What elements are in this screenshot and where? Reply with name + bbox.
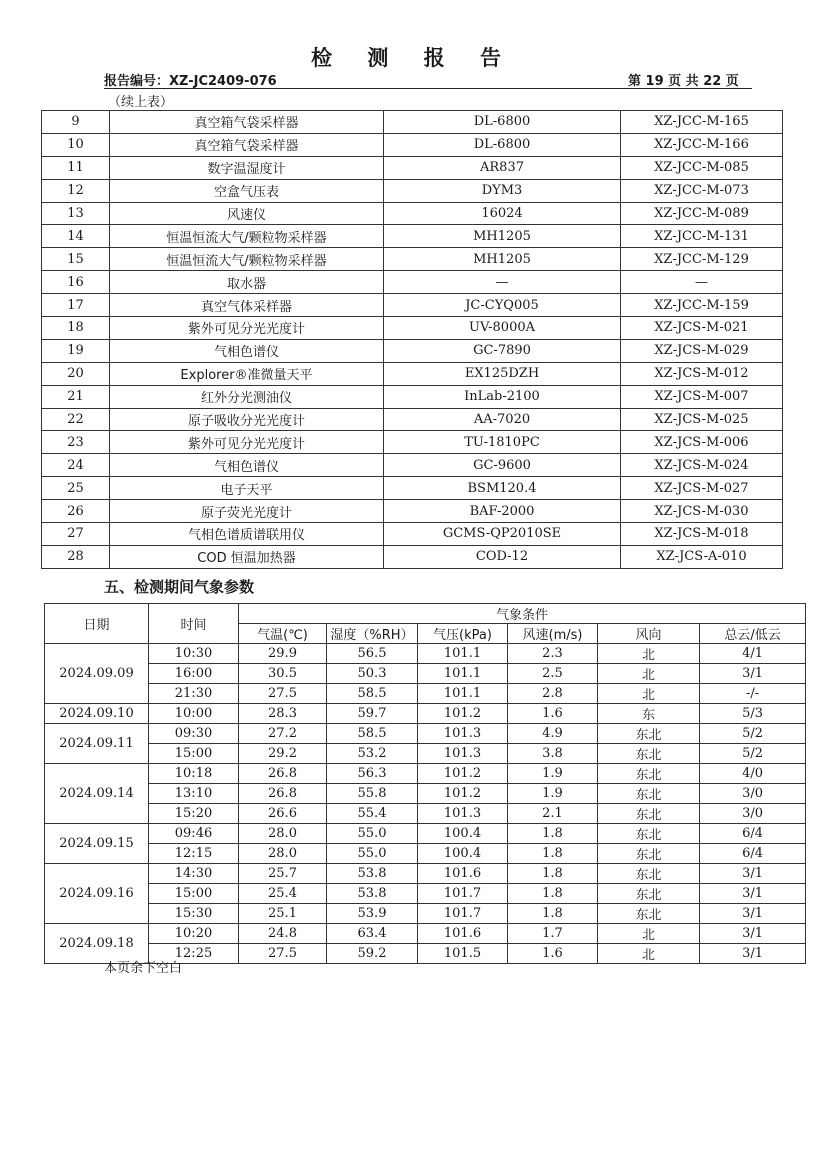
cloud-cover-cell: 4/1 [700,644,806,664]
equip-code-cell: XZ-JCS-M-025 [621,408,783,431]
time-cell: 10:30 [149,644,239,664]
table-row [42,545,783,568]
temperature-cell: 26.8 [239,764,327,784]
pressure-cell: 101.2 [418,764,508,784]
cloud-cover-cell: 3/0 [700,784,806,804]
equip-no-cell: 16 [42,271,110,294]
table-row [42,179,783,202]
table-row [45,924,806,944]
equip-model-cell: GC-9600 [384,454,621,477]
equip-model-cell: EX125DZH [384,362,621,385]
cloud-cover-cell: 3/1 [700,924,806,944]
time-cell: 12:25 [149,944,239,964]
equip-model-cell: InLab-2100 [384,385,621,408]
equip-model-cell: COD-12 [384,545,621,568]
equip-code-cell: XZ-JCS-M-024 [621,454,783,477]
equip-code-cell: — [621,271,783,294]
equip-code-cell: XZ-JCC-M-159 [621,294,783,317]
equip-name-cell: 空盒气压表 [110,179,384,202]
equip-no-cell: 27 [42,523,110,546]
date-cell: 2024.09.15 [45,824,149,864]
date-cell: 2024.09.09 [45,644,149,704]
cloud-cover-cell: 3/1 [700,884,806,904]
equip-name-cell: COD 恒温加热器 [110,545,384,568]
table-row [42,454,783,477]
header-temperature: 气温(℃) [239,624,327,644]
wind-speed-cell: 1.6 [508,704,598,724]
wind-direction-cell: 东 [598,704,700,724]
equip-name-cell: 紫外可见分光光度计 [110,317,384,340]
wind-direction-cell: 东北 [598,864,700,884]
humidity-cell: 56.5 [327,644,418,664]
table-row [42,271,783,294]
table-row [42,362,783,385]
table-row [42,317,783,340]
cloud-cover-cell: 5/2 [700,724,806,744]
cloud-cover-cell: 4/0 [700,764,806,784]
wind-speed-cell: 2.5 [508,664,598,684]
date-cell: 2024.09.16 [45,864,149,924]
equip-name-cell: 真空箱气袋采样器 [110,133,384,156]
table-row [45,904,806,924]
table-row [42,523,783,546]
equip-no-cell: 14 [42,225,110,248]
wind-speed-cell: 1.8 [508,844,598,864]
table-row [45,744,806,764]
wind-direction-cell: 东北 [598,884,700,904]
time-cell: 10:18 [149,764,239,784]
cloud-cover-cell: 6/4 [700,824,806,844]
pressure-cell: 101.6 [418,864,508,884]
header-time: 时间 [149,604,239,644]
table-row [45,644,806,664]
equip-model-cell: GCMS-QP2010SE [384,523,621,546]
table-row [42,294,783,317]
pressure-cell: 101.3 [418,724,508,744]
table-row [42,339,783,362]
humidity-cell: 53.9 [327,904,418,924]
equip-name-cell: 真空气体采样器 [110,294,384,317]
wind-direction-cell: 东北 [598,744,700,764]
date-cell: 2024.09.18 [45,924,149,964]
table-row [45,804,806,824]
pressure-cell: 101.2 [418,704,508,724]
equip-no-cell: 25 [42,477,110,500]
equip-model-cell: BSM120.4 [384,477,621,500]
equip-code-cell: XZ-JCS-M-021 [621,317,783,340]
time-cell: 14:30 [149,864,239,884]
equip-name-cell: 气相色谱质谱联用仪 [110,523,384,546]
table-row [45,844,806,864]
wind-speed-cell: 1.9 [508,784,598,804]
equip-name-cell: 电子天平 [110,477,384,500]
header-wind-speed: 风速(m/s) [508,624,598,644]
cloud-cover-cell: 3/1 [700,664,806,684]
equip-no-cell: 18 [42,317,110,340]
time-cell: 16:00 [149,664,239,684]
equip-name-cell: 风速仪 [110,202,384,225]
time-cell: 12:15 [149,844,239,864]
humidity-cell: 53.2 [327,744,418,764]
equip-code-cell: XZ-JCC-M-089 [621,202,783,225]
table-row [42,111,783,134]
time-cell: 09:30 [149,724,239,744]
temperature-cell: 26.6 [239,804,327,824]
table-row [42,225,783,248]
cloud-cover-cell: 5/2 [700,744,806,764]
table-row [45,764,806,784]
table-row [42,248,783,271]
equip-model-cell: JC-CYQ005 [384,294,621,317]
equip-model-cell: GC-7890 [384,339,621,362]
date-cell: 2024.09.14 [45,764,149,824]
table-row [42,408,783,431]
date-cell: 2024.09.11 [45,724,149,764]
pressure-cell: 101.1 [418,684,508,704]
continued-label: （续上表） [108,95,174,110]
equip-model-cell: MH1205 [384,248,621,271]
equip-no-cell: 22 [42,408,110,431]
cloud-cover-cell: 3/0 [700,804,806,824]
equip-code-cell: XZ-JCS-M-030 [621,500,783,523]
equip-name-cell: 原子吸收分光光度计 [110,408,384,431]
equip-name-cell: 取水器 [110,271,384,294]
time-cell: 13:10 [149,784,239,804]
table-row [42,133,783,156]
equip-no-cell: 24 [42,454,110,477]
humidity-cell: 59.2 [327,944,418,964]
equip-no-cell: 15 [42,248,110,271]
equip-name-cell: 红外分光测油仪 [110,385,384,408]
equip-name-cell: 气相色谱仪 [110,454,384,477]
equip-no-cell: 21 [42,385,110,408]
equip-no-cell: 17 [42,294,110,317]
wind-direction-cell: 北 [598,684,700,704]
equip-name-cell: Explorer®准微量天平 [110,362,384,385]
equip-model-cell: DL-6800 [384,111,621,134]
equip-name-cell: 紫外可见分光光度计 [110,431,384,454]
cloud-cover-cell: 3/1 [700,864,806,884]
table-row [42,477,783,500]
wind-speed-cell: 1.9 [508,764,598,784]
temperature-cell: 28.0 [239,824,327,844]
page-remainder-note: 本页余下空白 [104,961,183,976]
temperature-cell: 28.0 [239,844,327,864]
equip-model-cell: — [384,271,621,294]
pressure-cell: 101.7 [418,904,508,924]
temperature-cell: 26.8 [239,784,327,804]
cloud-cover-cell: 5/3 [700,704,806,724]
report-number: 报告编号：XZ-JC2409-076 [104,74,277,89]
wind-speed-cell: 4.9 [508,724,598,744]
wind-direction-cell: 东北 [598,904,700,924]
date-cell: 2024.09.10 [45,704,149,724]
table-row [42,500,783,523]
time-cell: 09:46 [149,824,239,844]
header-date: 日期 [45,604,149,644]
table-row [45,824,806,844]
equip-no-cell: 23 [42,431,110,454]
humidity-cell: 50.3 [327,664,418,684]
wind-direction-cell: 东北 [598,804,700,824]
equip-code-cell: XZ-JCC-M-131 [621,225,783,248]
temperature-cell: 25.4 [239,884,327,904]
page-title: 检 测 报 告 [311,46,515,70]
pressure-cell: 101.3 [418,804,508,824]
equip-code-cell: XZ-JCC-M-073 [621,179,783,202]
equip-name-cell: 数字温湿度计 [110,156,384,179]
cloud-cover-cell: -/- [700,684,806,704]
time-cell: 15:00 [149,884,239,904]
equip-model-cell: BAF-2000 [384,500,621,523]
wind-speed-cell: 2.3 [508,644,598,664]
humidity-cell: 55.0 [327,844,418,864]
equip-code-cell: XZ-JCS-M-027 [621,477,783,500]
equip-name-cell: 恒温恒流大气/颗粒物采样器 [110,225,384,248]
equip-code-cell: XZ-JCS-M-018 [621,523,783,546]
wind-direction-cell: 北 [598,664,700,684]
humidity-cell: 63.4 [327,924,418,944]
table-row [42,202,783,225]
header-divider [104,88,752,89]
equip-no-cell: 13 [42,202,110,225]
pressure-cell: 101.1 [418,644,508,664]
table-row [45,864,806,884]
temperature-cell: 27.5 [239,944,327,964]
equip-no-cell: 19 [42,339,110,362]
table-row [45,724,806,744]
equip-name-cell: 恒温恒流大气/颗粒物采样器 [110,248,384,271]
equip-code-cell: XZ-JCC-M-129 [621,248,783,271]
wind-speed-cell: 1.6 [508,944,598,964]
equip-name-cell: 真空箱气袋采样器 [110,111,384,134]
wind-speed-cell: 1.8 [508,864,598,884]
equip-code-cell: XZ-JCC-M-085 [621,156,783,179]
equip-no-cell: 20 [42,362,110,385]
humidity-cell: 58.5 [327,724,418,744]
table-row [45,884,806,904]
pressure-cell: 101.2 [418,784,508,804]
pressure-cell: 101.3 [418,744,508,764]
humidity-cell: 56.3 [327,764,418,784]
header-pressure: 气压(kPa) [418,624,508,644]
temperature-cell: 30.5 [239,664,327,684]
humidity-cell: 55.0 [327,824,418,844]
page-indicator: 第 19 页 共 22 页 [628,74,739,89]
pressure-cell: 101.6 [418,924,508,944]
wind-direction-cell: 东北 [598,824,700,844]
time-cell: 15:00 [149,744,239,764]
pressure-cell: 100.4 [418,824,508,844]
equip-model-cell: 16024 [384,202,621,225]
humidity-cell: 55.4 [327,804,418,824]
table-row [45,704,806,724]
pressure-cell: 101.1 [418,664,508,684]
wind-direction-cell: 北 [598,924,700,944]
weather-table [44,603,806,964]
wind-speed-cell: 1.8 [508,904,598,924]
equip-no-cell: 26 [42,500,110,523]
humidity-cell: 59.7 [327,704,418,724]
temperature-cell: 25.7 [239,864,327,884]
equip-no-cell: 10 [42,133,110,156]
header-humidity: 湿度（%RH） [327,624,418,644]
header-cloud-cover: 总云/低云 [700,624,806,644]
equip-model-cell: TU-1810PC [384,431,621,454]
temperature-cell: 29.9 [239,644,327,664]
time-cell: 10:20 [149,924,239,944]
wind-direction-cell: 北 [598,944,700,964]
temperature-cell: 27.5 [239,684,327,704]
equip-code-cell: XZ-JCC-M-165 [621,111,783,134]
equip-no-cell: 11 [42,156,110,179]
temperature-cell: 28.3 [239,704,327,724]
header-weather-conditions: 气象条件 [239,604,806,624]
temperature-cell: 29.2 [239,744,327,764]
time-cell: 10:00 [149,704,239,724]
humidity-cell: 53.8 [327,884,418,904]
temperature-cell: 27.2 [239,724,327,744]
equip-model-cell: UV-8000A [384,317,621,340]
equip-name-cell: 气相色谱仪 [110,339,384,362]
cloud-cover-cell: 3/1 [700,904,806,924]
header-wind-direction: 风向 [598,624,700,644]
equip-model-cell: AA-7020 [384,408,621,431]
table-row [42,156,783,179]
humidity-cell: 53.8 [327,864,418,884]
cloud-cover-cell: 3/1 [700,944,806,964]
wind-direction-cell: 东北 [598,844,700,864]
wind-direction-cell: 北 [598,644,700,664]
equip-model-cell: AR837 [384,156,621,179]
equip-code-cell: XZ-JCC-M-166 [621,133,783,156]
humidity-cell: 58.5 [327,684,418,704]
equip-code-cell: XZ-JCS-A-010 [621,545,783,568]
table-row [45,664,806,684]
wind-speed-cell: 2.8 [508,684,598,704]
equip-name-cell: 原子荧光光度计 [110,500,384,523]
equip-code-cell: XZ-JCS-M-006 [621,431,783,454]
humidity-cell: 55.8 [327,784,418,804]
equip-model-cell: MH1205 [384,225,621,248]
wind-speed-cell: 2.1 [508,804,598,824]
time-cell: 15:30 [149,904,239,924]
time-cell: 15:20 [149,804,239,824]
equip-code-cell: XZ-JCS-M-012 [621,362,783,385]
equip-no-cell: 9 [42,111,110,134]
wind-speed-cell: 1.8 [508,884,598,904]
wind-direction-cell: 东北 [598,764,700,784]
equip-model-cell: DL-6800 [384,133,621,156]
wind-speed-cell: 1.7 [508,924,598,944]
pressure-cell: 101.7 [418,884,508,904]
table-row [45,784,806,804]
equip-no-cell: 12 [42,179,110,202]
equip-code-cell: XZ-JCS-M-007 [621,385,783,408]
table-row [42,431,783,454]
temperature-cell: 25.1 [239,904,327,924]
temperature-cell: 24.8 [239,924,327,944]
equip-no-cell: 28 [42,545,110,568]
cloud-cover-cell: 6/4 [700,844,806,864]
table-row [42,385,783,408]
table-row [45,684,806,704]
equipment-table [41,110,783,569]
wind-direction-cell: 东北 [598,724,700,744]
weather-section-title: 五、检测期间气象参数 [104,578,255,596]
wind-speed-cell: 1.8 [508,824,598,844]
wind-direction-cell: 东北 [598,784,700,804]
pressure-cell: 100.4 [418,844,508,864]
equip-code-cell: XZ-JCS-M-029 [621,339,783,362]
equip-model-cell: DYM3 [384,179,621,202]
wind-speed-cell: 3.8 [508,744,598,764]
time-cell: 21:30 [149,684,239,704]
pressure-cell: 101.5 [418,944,508,964]
